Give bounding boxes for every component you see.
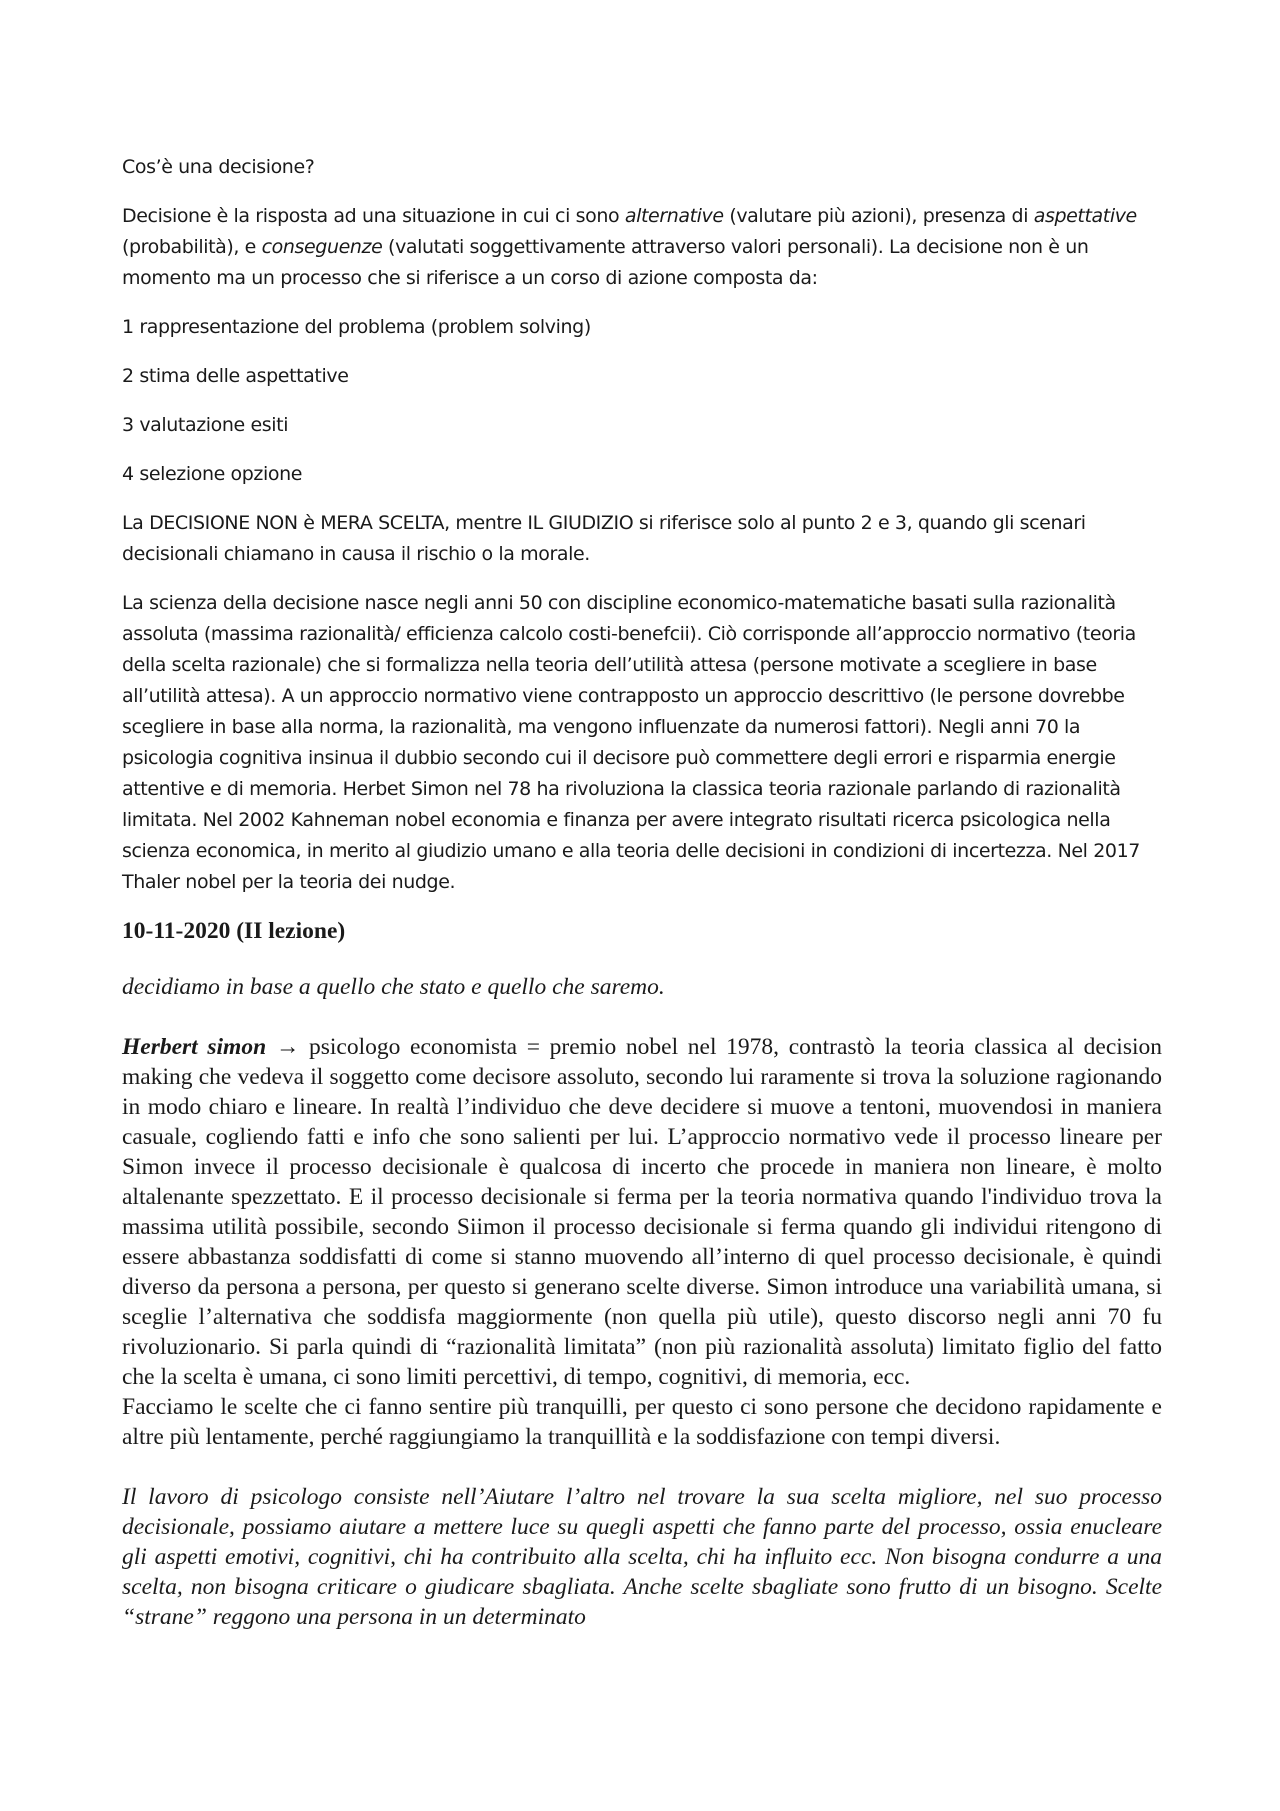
definition-emphasis-alternative: alternative <box>624 205 724 227</box>
definition-text-2: (valutare più azioni), presenza di <box>723 205 1034 227</box>
step-item: 1 rappresentazione del problema (problem solving) <box>122 316 591 338</box>
definition-text-4: (valutati soggettivamente attraverso valori personali). La decisione non è un momento ma un processo che si riferisce a un corso di azione composta da: <box>122 236 1089 289</box>
definition-text-1: Decisione è la risposta ad una situazione in cui ci sono <box>122 205 625 227</box>
arrow-icon: → <box>266 1034 309 1060</box>
history-paragraph: La scienza della decisione nasce negli anni 50 con discipline economico-matematiche basati sulla razionalità assoluta (massima razionalità/ efficienza calcolo costi-benefcii). Ciò corrisponde all’approccio normativo (teoria della scelta razionale) che si formalizza nella teoria dell’utilità attesa (persone motivate a scegliere in base all’utilità attesa). A un approccio normativo viene contrapposto un approccio descrittivo (le persone dovrebbe scegliere in base alla norma, la razionalità, ma vengono influenzate da numerosi fattori). Negli anni 70 la psicologia cognitiva insinua il dubbio secondo cui il decisore può commettere degli errori e risparmia energie attentive e di memoria. Herbet Simon nel 78 ha rivoluziona la classica teoria razionale parlando di razionalità limitata. Nel 2002 Kahneman nobel economia e finanza per avere integrato risultati ricerca psicologica nella scienza economica, in merito al giudizio umano e alla teoria delle decisioni in condizioni di incertezza. Nel 2017 Thaler nobel per la teoria dei nudge. <box>122 592 1140 893</box>
psychologist-paragraph: Il lavoro di psicologo consiste nell’Aiutare l’altro nel trovare la sua scelta migliore, nel suo processo decisionale, possiamo aiutare a mettere luce su quegli aspetti che fanno parte del processo, ossia enucleare gli aspetti emotivi, cognitivi, chi ha contribuito alla scelta, chi ha influito ecc. Non bisogna condurre a una scelta, non bisogna criticare o giudicare sbagliata. Anche scelte sbagliate sono frutto di un bisogno. Scelte “strane” reggono una persona in un determinato <box>122 1484 1162 1630</box>
simon-paragraph <box>122 1032 1162 1392</box>
intro-section <box>122 152 1162 898</box>
psychologist-section <box>122 1482 1162 1632</box>
definition-emphasis-conseguenze: conseguenze <box>261 236 383 258</box>
calm-paragraph: Facciamo le scelte che ci fanno sentire più tranquilli, per questo ci sono persone che decidono rapidamente e altre più lentamente, perché raggiungiamo la tranquillità e la soddisfazione con tempi diversi. <box>122 1394 1162 1450</box>
definition-paragraph <box>122 201 1162 294</box>
step-item: 2 stima delle aspettative <box>122 365 349 387</box>
lesson-date-heading: 10-11-2020 (II lezione) <box>122 918 346 944</box>
definition-emphasis-aspettative: aspettative <box>1033 205 1137 227</box>
simon-text: psicologo economista = premio nobel nel 1978, contrastò la teoria classica al decision making che vedeva il soggetto come decisore assoluto, secondo lui raramente si trova la soluzione ragionando in modo chiaro e lineare. In realtà l’individuo che deve decidere si muove a tentoni, muovendosi in maniera casuale, cogliendo fatti e info che sono salienti per lui. L’approccio normativo vede il processo lineare per Simon invece il processo decisionale è qualcosa di incerto che procede in maniera non lineare, è molto altalenante spezzettato. E il processo decisionale si ferma per la teoria normativa quando l'individuo trova la massima utilità possibile, secondo Siimon il processo decisionale si ferma quando gli individui ritengono di essere abbastanza soddisfatti di come si stanno muovendo all’interno di quel processo decisionale, è quindi diverso da persona a persona, per questo si generano scelte diverse. Simon introduce una variabilità umana, si sceglie l’alternativa che soddisfa maggiormente (non quella più utile), questo discorso negli anni 70 fu rivoluzionario. Si parla quindi di “razionalità limitata” (non più razionalità assoluta) limitato figlio del fatto che la scelta è umana, ci sono limiti percettivi, di tempo, cognitivi, di memoria, ecc. <box>122 1034 1162 1390</box>
step-item: 3 valutazione esiti <box>122 414 289 436</box>
simon-name: Herbert simon <box>122 1034 267 1060</box>
simon-section <box>122 1032 1162 1452</box>
document-body <box>122 152 1162 1632</box>
lesson-quote: decidiamo in base a quello che stato e quello che saremo. <box>122 974 665 1000</box>
definition-text-3: (probabilità), e <box>122 236 262 258</box>
judgment-paragraph: La DECISIONE NON è MERA SCELTA, mentre IL GIUDIZIO si riferisce solo al punto 2 e 3, quando gli scenari decisionali chiamano in causa il rischio o la morale. <box>122 512 1086 565</box>
intro-question: Cos’è una decisione? <box>122 156 315 178</box>
step-item: 4 selezione opzione <box>122 463 303 485</box>
